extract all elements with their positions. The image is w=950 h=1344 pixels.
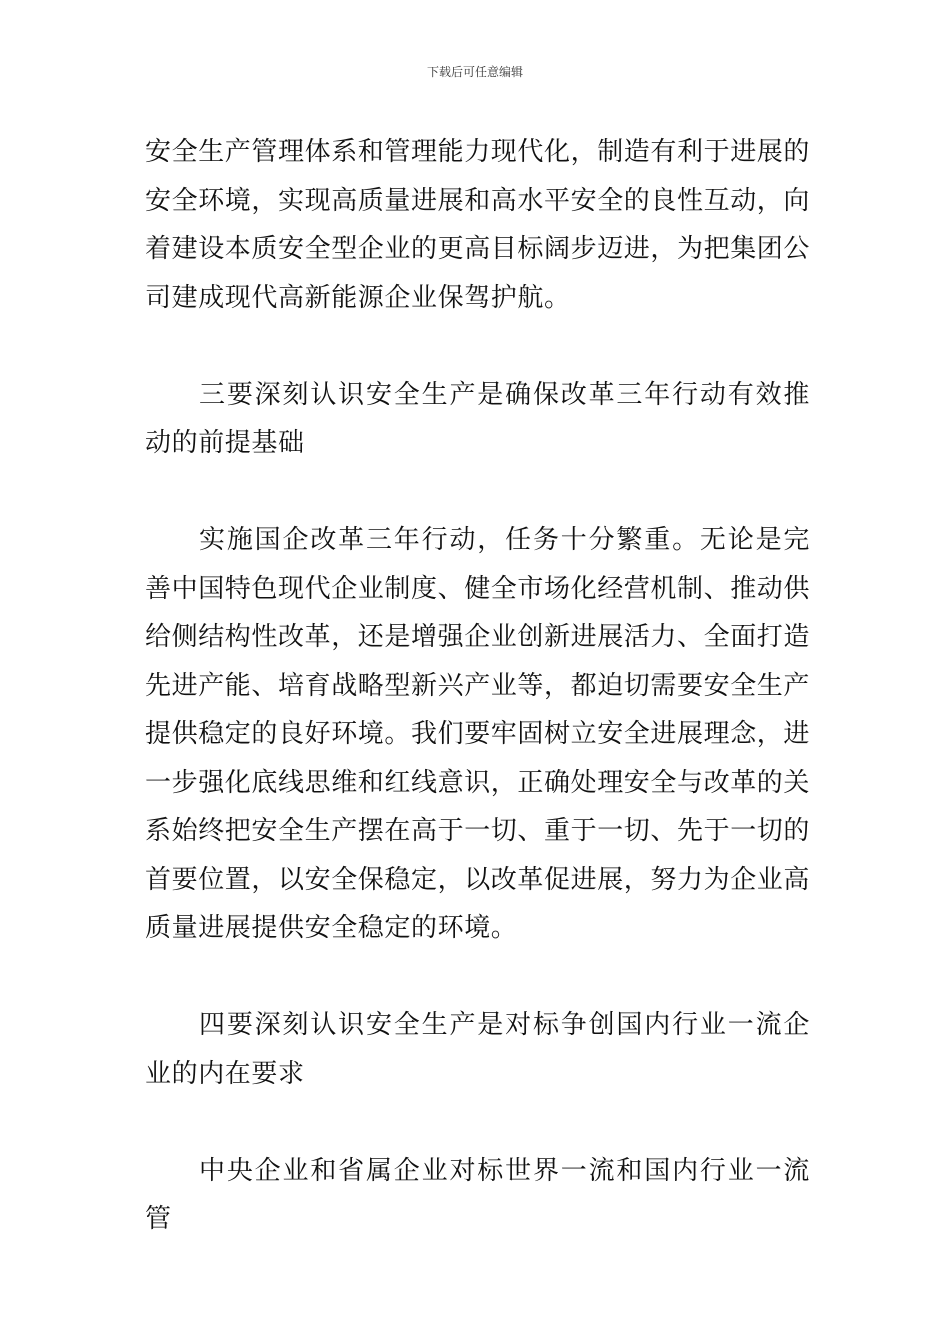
paragraph-gap [145,322,810,371]
paragraph-gap [145,468,810,517]
document-body [145,128,810,1244]
paragraph-continuation: 安全生产管理体系和管理能力现代化，制造有利于进展的安全环境，实现高质量进展和高水平安全的良性互动，向着建设本质安全型企业的更高目标阔步迈进，为把集团公司建成现代高新能源企业保驾护航。 [145,137,811,313]
section-heading-four: 四要深刻认识安全生产是对标争创国内行业一流企业的内在要求 [145,1010,810,1089]
paragraph-reform-actions: 实施国企改革三年行动，任务十分繁重。无论是完善中国特色现代企业制度、健全市场化经营机制、推动供给侧结构性改革，还是增强企业创新进展活力、全面打造先进产能、培育战略型新兴产业等，都迫切需要安全生产提供稳定的良好环境。我们要牢固树立安全进展理念，进一步强化底线思维和红线意识，正确处理安全与改革的关系始终把安全生产摆在高于一切、重于一切、先于一切的首要位置，以安全保稳定，以改革促进展，努力为企业高质量进展提供安全稳定的环境。 [145,525,811,943]
paragraph-gap [145,953,810,1002]
paragraph-benchmarking: 中央企业和省属企业对标世界一流和国内行业一流管 [145,1155,810,1234]
paragraph-gap [145,1098,810,1147]
page-header-note: 下载后可任意编辑 [426,65,523,79]
section-heading-three: 三要深刻认识安全生产是确保改革三年行动有效推动的前提基础 [145,379,810,458]
